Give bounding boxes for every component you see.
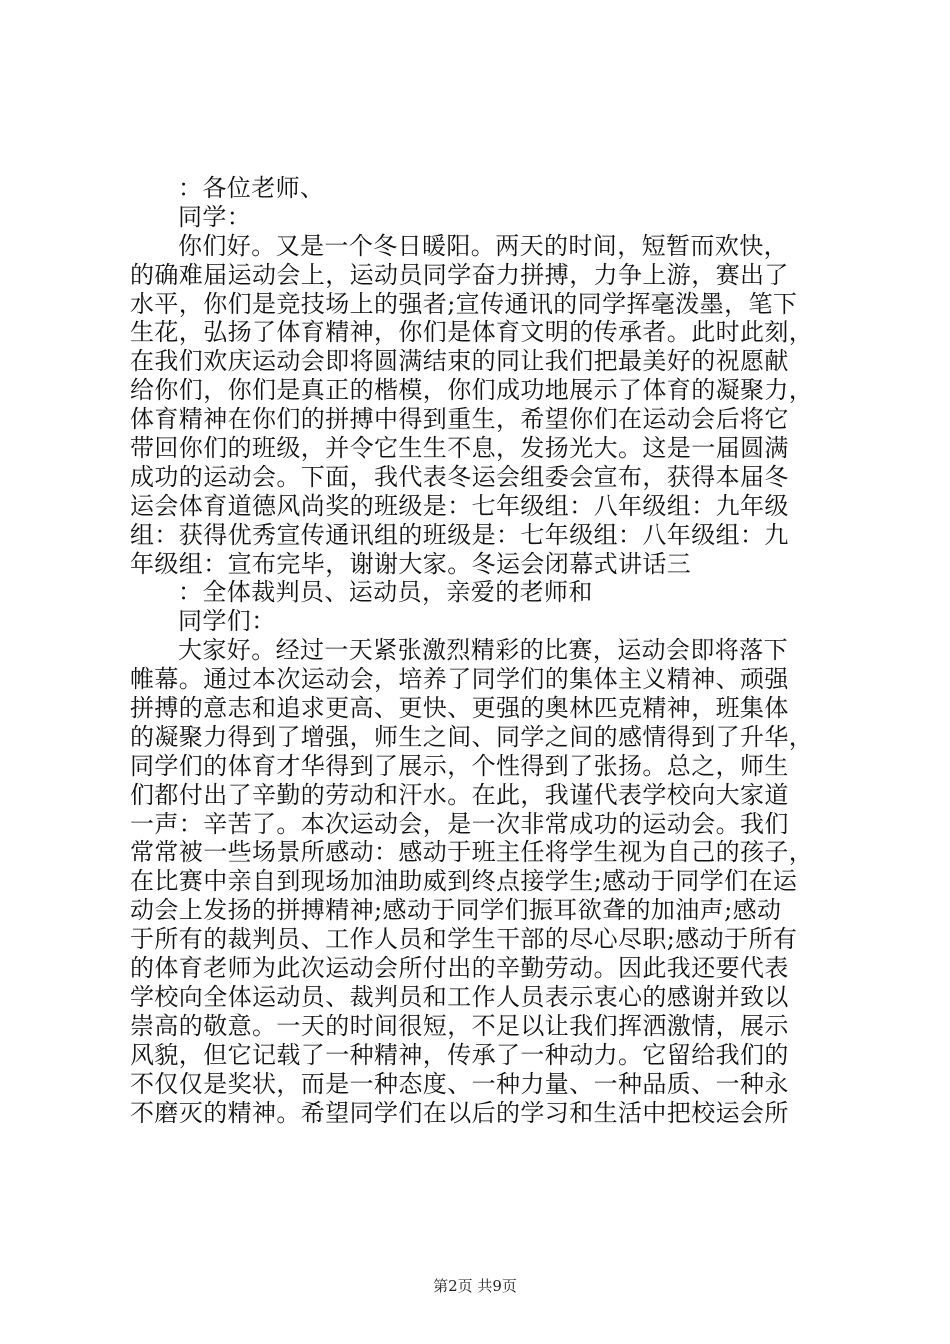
page-footer: 第2页 共9页 — [433, 1277, 517, 1295]
text-line: 不磨灭的精神。希望同学们在以后的学习和生活中把校运会所 — [130, 1098, 789, 1127]
text-line: 崇高的敬意。一天的时间很短，不足以让我们挥洒激情，展示 — [130, 1011, 789, 1040]
text-line: 你们好。又是一个冬日暖阳。两天的时间，短暂而欢快， — [178, 231, 788, 260]
text-line: 的体育老师为此次运动会所付出的辛勤劳动。因此我还要代表 — [130, 954, 789, 983]
text-line: 年级组：宣布完毕，谢谢大家。冬运会闭幕式讲话三 — [130, 549, 692, 578]
text-line: 动会上发扬的拼搏精神;感动于同学们振耳欲聋的加油声;感动 — [130, 896, 782, 925]
text-line: 于所有的裁判员、工作人员和学生干部的尽心尽职;感动于所有 — [130, 925, 798, 954]
body-text — [130, 174, 830, 1127]
text-line: 不仅仅是奖状，而是一种态度、一种力量、一种品质、一种永 — [130, 1069, 789, 1098]
text-line: 常常被一些场景所感动：感动于班主任将学生视为自己的孩子， — [130, 838, 814, 867]
text-line: 生花，弘扬了体育精神，你们是体育文明的传承者。此时此刻， — [130, 318, 814, 347]
text-line: 一声：辛苦了。本次运动会，是一次非常成功的运动会。我们 — [130, 809, 789, 838]
text-line: 同学们： — [178, 607, 276, 636]
text-line: 同学们的体育才华得到了展示，个性得到了张扬。总之，师生 — [130, 751, 789, 780]
text-line: 拼搏的意志和追求更高、更快、更强的奥林匹克精神，班集体 — [130, 694, 789, 723]
text-line: 成功的运动会。下面，我代表冬运会组委会宣布，获得本届冬 — [130, 462, 789, 491]
text-line: 学校向全体运动员、裁判员和工作人员表示衷心的感谢并致以 — [130, 982, 789, 1011]
text-line: 的凝聚力得到了增强，师生之间、同学之间的感情得到了升华， — [130, 722, 814, 751]
text-line: 在比赛中亲自到现场加油助威到终点接学生;感动于同学们在运 — [130, 867, 798, 896]
text-line: 给你们，你们是真正的楷模，你们成功地展示了体育的凝聚力， — [130, 376, 814, 405]
text-line: ：各位老师、 — [178, 174, 325, 202]
text-line: 风貌，但它记载了一种精神，传承了一种动力。它留给我们的 — [130, 1040, 789, 1069]
text-line: 的确难届运动会上，运动员同学奋力拼搏，力争上游，赛出了 — [130, 260, 789, 289]
text-line: 在我们欢庆运动会即将圆满结束的同让我们把最美好的祝愿献 — [130, 347, 789, 376]
text-line: 水平，你们是竞技场上的强者;宣传通讯的同学挥毫泼墨，笔下 — [130, 289, 798, 318]
text-line: 帷幕。通过本次运动会，培养了同学们的集体主义精神、顽强 — [130, 665, 789, 694]
text-line: ：全体裁判员、运动员，亲爱的老师和 — [178, 578, 593, 607]
text-line: 带回你们的班级，并令它生生不息，发扬光大。这是一届圆满 — [130, 434, 789, 463]
text-line: 运会体育道德风尚奖的班级是：七年级组：八年级组：九年级 — [130, 491, 789, 520]
text-line: 大家好。经过一天紧张激烈精彩的比赛，运动会即将落下 — [178, 636, 788, 665]
text-line: 组：获得优秀宣传通讯组的班级是：七年级组：八年级组：九 — [130, 520, 789, 549]
text-line: 同学： — [178, 202, 252, 231]
text-line: 们都付出了辛勤的劳动和汗水。在此，我谨代表学校向大家道 — [130, 780, 789, 809]
text-line: 体育精神在你们的拼搏中得到重生，希望你们在运动会后将它 — [130, 405, 789, 434]
